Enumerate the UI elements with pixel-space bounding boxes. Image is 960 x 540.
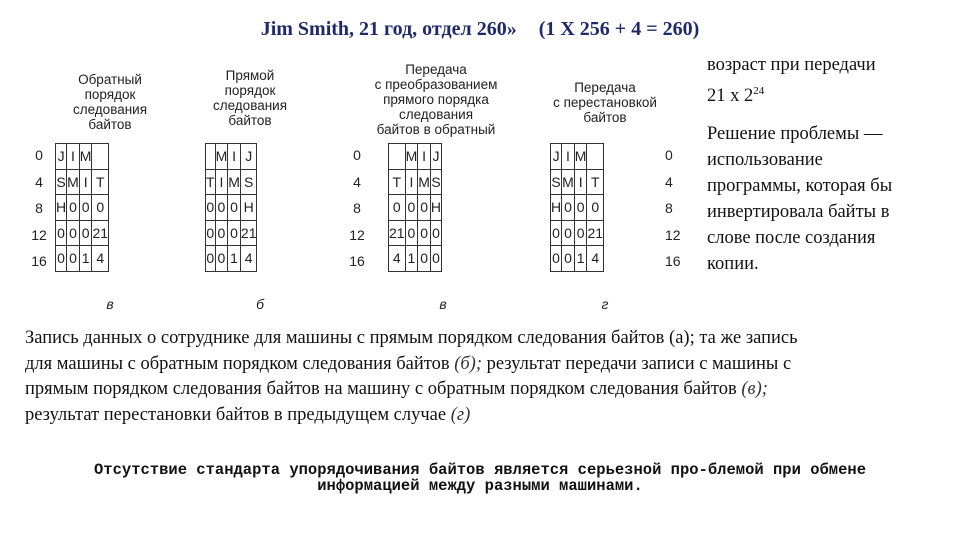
caption-line-2: для машины с обратным порядком следования байтов (б); результат передачи записи с машины с	[25, 353, 792, 374]
byte-cell: 0	[389, 195, 406, 221]
block-letter: г	[601, 296, 609, 312]
byte-cell: 0	[206, 246, 216, 272]
byte-cell: 1	[79, 246, 92, 272]
solution-line: копии.	[707, 254, 759, 274]
byte-grid-row	[551, 169, 604, 195]
byte-cell: 0	[562, 195, 575, 221]
block-letter: в	[106, 296, 114, 312]
byte-cell: 4	[92, 246, 109, 272]
solution-line: инвертировала байты в	[707, 202, 890, 222]
block-header-line: прямого порядка	[383, 92, 489, 107]
byte-cell: S	[430, 169, 441, 195]
block-header	[45, 72, 175, 132]
byte-cell: 0	[79, 195, 92, 221]
block-letter: б	[256, 296, 264, 312]
byte-grid-row	[56, 144, 109, 170]
byte-offset-label: 16	[349, 253, 365, 269]
byte-cell	[92, 144, 109, 170]
block-header-line: следования	[212, 98, 288, 113]
byte-cell: 0	[56, 246, 67, 272]
byte-cell	[587, 144, 604, 170]
byte-offset-label: 8	[35, 200, 43, 216]
solution-line: использование	[707, 150, 823, 170]
block-header-line: байтов	[583, 110, 627, 125]
byte-cell: I	[215, 169, 228, 195]
byte-cell: T	[206, 169, 216, 195]
byte-grid-row	[206, 220, 257, 246]
block-header-line: с преобразованием	[374, 77, 498, 92]
block-letter: в	[439, 296, 447, 312]
byte-grid-row	[56, 246, 109, 272]
byte-cell: H	[430, 195, 441, 221]
byte-cell: H	[240, 195, 257, 221]
age-note	[707, 52, 876, 109]
block-header-line: порядок	[224, 83, 276, 98]
byte-cell: S	[56, 169, 67, 195]
block-header	[347, 62, 525, 137]
byte-cell: 0	[67, 195, 80, 221]
byte-cell: 0	[92, 195, 109, 221]
byte-offset-label: 0	[35, 147, 43, 163]
byte-offset-label: 4	[665, 173, 673, 190]
byte-offset-label: 12	[349, 226, 365, 243]
figure-caption	[25, 326, 955, 428]
conclusion-line-1: Отсутствие стандарта упорядочивания байтов является серьезной про-блемой при обмене	[93, 461, 867, 479]
byte-cell: 4	[587, 246, 604, 272]
byte-cell: 21	[240, 220, 257, 246]
byte-grid-row	[389, 144, 442, 170]
byte-cell: 0	[418, 220, 431, 246]
conclusion-note	[60, 462, 900, 494]
byte-cell: 21	[389, 220, 406, 246]
byte-cell: J	[56, 144, 67, 170]
block-header-line: байтов в обратный	[376, 122, 496, 137]
byte-grid-row	[206, 144, 257, 170]
byte-cell: 0	[574, 220, 587, 246]
byte-cell: 1	[405, 246, 418, 272]
byte-cell: 4	[389, 246, 406, 272]
byte-cell: J	[430, 144, 441, 170]
byte-cell: S	[551, 169, 562, 195]
byte-cell: J	[551, 144, 562, 170]
byte-grid-row	[56, 195, 109, 221]
block-header-line: порядок	[84, 87, 136, 102]
byte-cell: M	[67, 169, 80, 195]
byte-cell: I	[79, 169, 92, 195]
byte-cell: I	[418, 144, 431, 170]
byte-grid	[388, 143, 442, 272]
byte-grid-row	[551, 246, 604, 272]
byte-order-diagram	[25, 50, 705, 320]
byte-grid-row	[206, 195, 257, 221]
byte-cell: 0	[206, 220, 216, 246]
byte-grid-row	[551, 195, 604, 221]
byte-grid-row	[389, 220, 442, 246]
byte-cell: 0	[551, 246, 562, 272]
byte-cell: 0	[79, 220, 92, 246]
conclusion-line-2: информацией между разными машинами.	[317, 477, 643, 495]
byte-cell: S	[240, 169, 257, 195]
byte-cell: I	[67, 144, 80, 170]
byte-cell: I	[405, 169, 418, 195]
byte-cell: 0	[56, 220, 67, 246]
byte-grid-row	[551, 144, 604, 170]
byte-cell: M	[418, 169, 431, 195]
byte-cell: 0	[418, 246, 431, 272]
byte-cell: 0	[562, 246, 575, 272]
byte-cell: 4	[240, 246, 257, 272]
byte-cell	[389, 144, 406, 170]
byte-cell: 0	[551, 220, 562, 246]
slide-title	[0, 18, 960, 41]
byte-cell: M	[405, 144, 418, 170]
byte-cell: 0	[430, 220, 441, 246]
byte-cell: 0	[206, 195, 216, 221]
byte-grid-row	[206, 169, 257, 195]
byte-cell: 0	[67, 220, 80, 246]
age-line-2: 21 x $2^{24}$	[707, 85, 765, 107]
byte-cell: M	[79, 144, 92, 170]
byte-cell: 0	[228, 220, 241, 246]
solution-line: программы, которая бы	[707, 176, 893, 196]
byte-grid-row	[56, 220, 109, 246]
byte-cell: 0	[228, 195, 241, 221]
byte-cell: 0	[215, 246, 228, 272]
solution-note	[707, 121, 892, 277]
byte-cell: 1	[574, 246, 587, 272]
byte-cell: 0	[67, 246, 80, 272]
block-header-line: байтов	[88, 117, 132, 132]
byte-offset-label: 8	[353, 200, 361, 216]
byte-offset-label: 0	[665, 147, 673, 163]
byte-cell: H	[56, 195, 67, 221]
block-header-line: байтов	[228, 113, 272, 128]
byte-offset-label: 4	[353, 173, 361, 190]
byte-offset-label: 16	[31, 253, 47, 269]
byte-cell: 0	[562, 220, 575, 246]
solution-line: слове после создания	[707, 228, 876, 248]
byte-offset-label: 0	[353, 147, 361, 163]
block-header	[535, 80, 675, 125]
byte-cell: T	[92, 169, 109, 195]
solution-line: Решение проблемы —	[707, 124, 883, 144]
block-header-line: Прямой	[225, 68, 275, 83]
byte-grid-row	[551, 220, 604, 246]
block-header-line: Передача	[405, 62, 467, 77]
byte-grid	[205, 143, 257, 272]
byte-cell: 0	[215, 195, 228, 221]
byte-cell: M	[228, 169, 241, 195]
byte-grid-row	[389, 195, 442, 221]
byte-cell: I	[228, 144, 241, 170]
byte-cell: J	[240, 144, 257, 170]
byte-offset-label: 4	[35, 173, 43, 190]
byte-cell: 21	[587, 220, 604, 246]
byte-cell: I	[574, 169, 587, 195]
block-header-line: следования	[398, 107, 474, 122]
byte-grid	[550, 143, 604, 272]
byte-cell: T	[389, 169, 406, 195]
byte-cell: 0	[574, 195, 587, 221]
byte-cell: 0	[587, 195, 604, 221]
byte-cell: 21	[92, 220, 109, 246]
block-header-line: Обратный	[78, 72, 142, 87]
byte-offset-label: 8	[665, 200, 673, 216]
title-right: (1 X 256 + 4 = 260)	[538, 18, 700, 40]
byte-cell: 0	[405, 195, 418, 221]
byte-cell: M	[574, 144, 587, 170]
byte-offset-label: 16	[665, 253, 681, 269]
caption-line-4: результат перестановки байтов в предыдущем случае (г)	[25, 404, 471, 425]
byte-cell: 0	[418, 195, 431, 221]
byte-cell: 0	[430, 246, 441, 272]
byte-cell	[206, 144, 216, 170]
byte-cell: M	[562, 169, 575, 195]
title-left: Jim Smith, 21 год, отдел 260»	[260, 18, 517, 40]
block-header-line: с перестановкой	[553, 95, 657, 110]
byte-cell: 0	[405, 220, 418, 246]
caption-line-1: Запись данных о сотруднике для машины с прямым порядком следования байтов (а); та же запись	[25, 328, 798, 348]
byte-cell: T	[587, 169, 604, 195]
byte-cell: 0	[215, 220, 228, 246]
byte-offset-label: 12	[665, 226, 681, 243]
byte-offset-label: 12	[31, 226, 47, 243]
byte-grid	[55, 143, 109, 272]
age-line-1: возраст при передачи	[707, 55, 876, 75]
block-header-line: Передача	[574, 80, 636, 95]
byte-cell: I	[562, 144, 575, 170]
block-header	[185, 68, 315, 128]
byte-grid-row	[389, 246, 442, 272]
byte-grid-row	[389, 169, 442, 195]
byte-cell: 1	[228, 246, 241, 272]
byte-cell: M	[215, 144, 228, 170]
byte-grid-row	[56, 169, 109, 195]
block-header-line: следования	[72, 102, 148, 117]
caption-line-3: прямым порядком следования байтов на машину с обратным порядком следования байтов (в);	[25, 379, 768, 399]
byte-cell: H	[551, 195, 562, 221]
byte-grid-row	[206, 246, 257, 272]
